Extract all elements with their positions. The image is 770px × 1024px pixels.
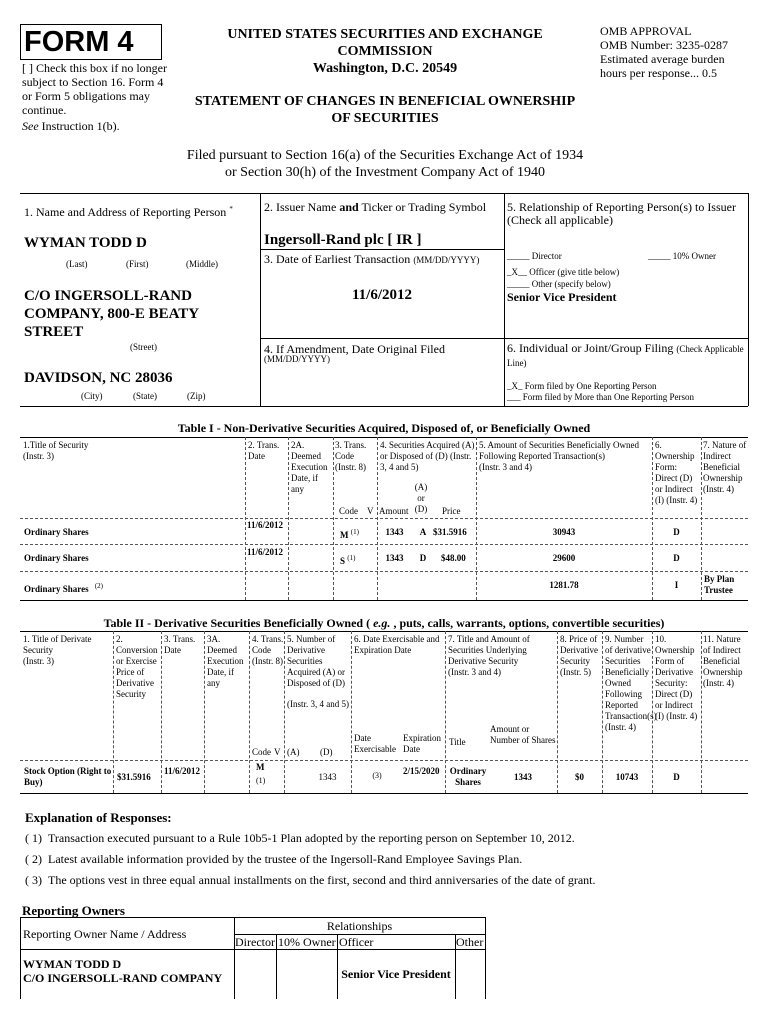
- t2-head-instr: (Instr. 3, 4 and 5): [287, 699, 349, 709]
- t1-r1-code-footnote: (1): [350, 528, 359, 536]
- filed-line2: or Section 30(h) of the Investment Company Act of 1940: [225, 165, 545, 180]
- t2-col-rule-5: [284, 631, 285, 793]
- table1-header-rule: [20, 518, 748, 519]
- box6-label: [507, 341, 747, 369]
- explanation-item-3: [25, 873, 596, 887]
- box2-label: [264, 200, 504, 214]
- agency-line1: UNITED STATES SECURITIES AND EXCHANGE: [227, 27, 543, 42]
- t1-r1-price: $31.5916: [433, 527, 467, 537]
- t1-r3-footnote: (2): [94, 582, 104, 590]
- t1-r2-owned: 29600: [552, 553, 576, 563]
- boxes-bottom-rule: [20, 406, 748, 407]
- filing-option-group[interactable]: ___ Form filed by More than One Reporting Person: [507, 392, 694, 402]
- t1-r1-amount: 1343: [385, 527, 404, 537]
- t2-sub-a: (A): [287, 747, 300, 757]
- label-middle: (Middle): [186, 259, 218, 269]
- reporting-person-name: WYMAN TODD D: [24, 235, 147, 251]
- t2-head-form: 10. Ownership Form of Derivative Security: Direct (D) or Indirect (I) (Instr. 4): [655, 634, 698, 721]
- omb-line4: hours per response... 0.5: [600, 66, 717, 80]
- box2-label-and: and: [339, 200, 359, 214]
- owner-officer-title: Senior Vice President: [341, 967, 451, 981]
- t1-r1-code-value: M: [340, 530, 349, 540]
- t2-col-rule-2: [161, 631, 162, 793]
- t2-head-deemed: 3A. Deemed Execution Date, if any: [207, 634, 244, 688]
- owner-name: WYMAN TODD D: [23, 957, 122, 971]
- statement-line2: OF SECURITIES: [331, 111, 439, 126]
- agency-line3: Washington, D.C. 20549: [312, 61, 458, 76]
- owners-col-ten-pct: 10% Owner: [278, 935, 336, 949]
- box4-label-small: (MM/DD/YYYY): [264, 354, 330, 364]
- t1-r2-price: $48.00: [441, 553, 466, 563]
- box1-label-mark: *: [229, 205, 233, 213]
- box2-bottom-rule: [260, 249, 504, 250]
- t1-sub-code: Code: [339, 506, 358, 516]
- t1-col-rule-7: [701, 437, 702, 600]
- omb-approval: [600, 24, 765, 80]
- t1-r1-aord: A: [419, 527, 427, 537]
- t2-head-exercisable: 6. Date Exercisable and Expiration Date: [354, 634, 440, 655]
- table2-bottom-rule: [20, 793, 748, 794]
- owners-col-name: Reporting Owner Name / Address: [23, 927, 187, 941]
- box1-label: [24, 202, 259, 219]
- owners-right-edge: [485, 917, 486, 999]
- t1-sub-aord: (A) or (D): [414, 482, 428, 514]
- t2-r1-title: Stock Option (Right to Buy): [24, 766, 112, 787]
- explanation-item-2: [25, 852, 522, 866]
- t1-r3-nature: By Plan Trustee: [704, 574, 735, 595]
- table1-top-rule: [20, 437, 748, 438]
- t2-sub-code: Code: [252, 747, 271, 757]
- label-state: (State): [133, 391, 157, 401]
- t1-col-rule-5: [476, 437, 477, 600]
- omb-line1: OMB APPROVAL: [600, 24, 692, 38]
- statement-title: [160, 93, 610, 127]
- table2-title-em: e.g.: [373, 616, 391, 630]
- omb-line3: Estimated average burden: [600, 52, 725, 66]
- reporting-person-street: C/O INGERSOLL-RAND COMPANY, 800-E BEATY STREET: [24, 288, 199, 340]
- table1-row1-rule: [20, 544, 748, 545]
- box2-label-post: Ticker or Trading Symbol: [358, 200, 487, 214]
- box5-label: 5. Relationship of Reporting Person(s) to Issuer: [507, 200, 736, 214]
- t1-r3-title: [24, 581, 103, 595]
- form-title-box: [20, 24, 162, 60]
- t2-r1-underlying-title: Ordinary Shares: [449, 766, 487, 787]
- filed-line1: Filed pursuant to Section 16(a) of the Securities Exchange Act of 1934: [186, 148, 584, 163]
- t1-sub-v: V: [367, 506, 374, 516]
- t1-head-title: 1.Title of Security (Instr. 3): [23, 440, 89, 461]
- box4-label: 4. If Amendment, Date Original Filed: [264, 342, 445, 356]
- box5-sub: (Check all applicable): [507, 213, 613, 227]
- see-instruction: [22, 119, 174, 133]
- t1-r1-title: Ordinary Shares: [24, 527, 89, 537]
- earliest-transaction-date: 11/6/2012: [351, 287, 412, 303]
- t1-head-deemed: 2A. Deemed Execution Date, if any: [291, 440, 328, 494]
- t1-head-securities: 4. Securities Acquired (A) or Disposed of (D) (Instr. 3, 4 and 5): [380, 440, 475, 472]
- box6-label-small: (Check Applicable Line): [507, 344, 744, 368]
- t2-col-rule-6: [351, 631, 352, 793]
- t1-r3-form: I: [674, 580, 679, 590]
- reporting-person-city: DAVIDSON, NC 28036: [24, 370, 173, 386]
- t2-col-rule-4: [249, 631, 250, 793]
- label-street: (Street): [130, 342, 157, 352]
- t1-col-rule-3: [333, 437, 334, 600]
- t2-r1-owned: 10743: [615, 772, 639, 782]
- t2-head-underlying: 7. Title and Amount of Securities Underlying Derivative Security (Instr. 3 and 4): [448, 634, 530, 677]
- owners-col-rule-2: [276, 934, 277, 999]
- t2-r1-date: 11/6/2012: [164, 766, 201, 776]
- boxes-divider-2: [504, 193, 505, 406]
- t1-r3-title-text: Ordinary Shares: [24, 584, 89, 594]
- agency-heading: [175, 26, 595, 77]
- table2-title-pre: Table II - Derivative Securities Beneficially Owned (: [103, 616, 374, 630]
- t2-r1-price: $31.5916: [117, 772, 151, 782]
- t1-r1-date: 11/6/2012: [247, 520, 284, 530]
- t2-sub-v: V: [274, 747, 281, 757]
- explanation-num-2: ( 2): [25, 852, 42, 866]
- see-instruction-em: See: [22, 119, 39, 133]
- checkbox-note[interactable]: [ ] Check this box if no longer subject to Section 16. Form 4 or Form 5 obligations may continue.: [22, 61, 167, 117]
- agency-line2: COMMISSION: [337, 44, 433, 59]
- t2-r1-exercisable: (3): [372, 771, 382, 780]
- t1-r3-owned: 1281.78: [549, 580, 579, 590]
- t1-r2-code: [340, 553, 355, 567]
- box6-label-text: 6. Individual or Joint/Group Filing: [507, 341, 674, 355]
- t2-head-price: 8. Price of Derivative Security (Instr. 5): [560, 634, 598, 677]
- filing-option-one[interactable]: _X_ Form filed by One Reporting Person: [507, 381, 657, 391]
- t2-r1-form: D: [673, 772, 680, 782]
- owner-address: C/O INGERSOLL-RAND COMPANY: [23, 971, 223, 985]
- t1-r2-code-value: S: [340, 556, 346, 566]
- issuer-name: Ingersoll-Rand plc [ IR ]: [264, 232, 422, 248]
- t2-r1-disposed: 1343: [318, 772, 337, 782]
- explanation-heading: Explanation of Responses:: [25, 810, 172, 825]
- t2-sub-amount: Amount or Number of Shares: [490, 724, 556, 745]
- boxes-right-edge: [748, 193, 749, 406]
- t2-head-nature: 11. Nature of Indirect Beneficial Ownership (Instr. 4): [703, 634, 743, 688]
- box3-label-small: (MM/DD/YYYY): [413, 255, 480, 265]
- owners-top-rule: [20, 917, 485, 918]
- table1-bottom-rule: [20, 600, 748, 601]
- t1-head-owned: 5. Amount of Securities Beneficially Owned Following Reported Transaction(s) (Instr. 3 and 4): [479, 440, 639, 472]
- t2-r1-expiration: 2/15/2020: [403, 766, 440, 776]
- officer-title: Senior Vice President: [507, 290, 617, 304]
- table1-title: Table I - Non-Derivative Securities Acquired, Disposed of, or Beneficially Owned: [177, 421, 591, 435]
- explanation-text-1: Transaction executed pursuant to a Rule 10b5-1 Plan adopted by the reporting person on September 10, 2012.: [48, 831, 575, 845]
- t2-r1-code-footnote: (1): [256, 776, 266, 785]
- relationship-other[interactable]: _____ Other (specify below): [507, 279, 611, 289]
- label-zip: (Zip): [187, 391, 206, 401]
- t1-r2-title: Ordinary Shares: [24, 553, 89, 563]
- see-instruction-rest: Instruction 1(b).: [38, 119, 120, 133]
- t2-head-number: 5. Number of Derivative Securities Acquired (A) or Disposed of (D): [287, 634, 345, 688]
- t2-head-conversion: 2. Conversion or Exercise Price of Derivative Security: [116, 634, 158, 699]
- t2-col-rule-3: [204, 631, 205, 793]
- owners-col-other: Other: [456, 935, 484, 949]
- owners-col-officer: Officer: [339, 935, 374, 949]
- owners-relationships: Relationships: [326, 919, 393, 933]
- explanation-text-2: Latest available information provided by the trustee of the Ingersoll-Rand Employee Savings Plan.: [48, 852, 523, 866]
- t2-head-owned: 9. Number of derivative Securities Beneficially Owned Following Reported Transaction(s) (Instr. 4): [605, 634, 657, 732]
- boxes-top-rule: [20, 193, 748, 194]
- owners-left-edge: [20, 917, 21, 999]
- t2-sub-title: Title: [449, 737, 466, 747]
- t1-r2-aord: D: [419, 553, 427, 563]
- table1-row2-rule: [20, 571, 748, 572]
- t1-sub-price: Price: [442, 506, 461, 516]
- explanation-item-1: [25, 831, 575, 845]
- explanation-num-3: ( 3): [25, 873, 42, 887]
- t1-head-code: 3. Trans. Code (Instr. 8): [335, 440, 367, 472]
- owners-col-director: Director: [235, 935, 275, 949]
- t2-sub-d: (D): [320, 747, 333, 757]
- t1-r1-form: D: [673, 527, 680, 537]
- form-title: FORM 4: [24, 26, 134, 58]
- statement-line1: STATEMENT OF CHANGES IN BENEFICIAL OWNERSHIP: [194, 94, 576, 109]
- t2-r1-underlying-amount: 1343: [514, 772, 532, 782]
- t2-sub-expiration: Expiration Date: [403, 733, 441, 754]
- box3-label-text: 3. Date of Earliest Transaction: [264, 252, 411, 266]
- t1-r1-owned: 30943: [552, 527, 576, 537]
- box3-label: [264, 252, 504, 266]
- t1-col-rule-4: [377, 437, 378, 600]
- owners-heading: Reporting Owners: [22, 903, 125, 918]
- label-first: (First): [126, 259, 149, 269]
- t2-col-rule-9: [602, 631, 603, 793]
- table2-title-post: , puts, calls, warrants, options, convertible securities): [390, 616, 665, 630]
- t1-head-date: 2. Trans. Date: [248, 440, 280, 461]
- t2-r1-derivative-price: $0: [575, 772, 584, 782]
- t1-head-form: 6. Ownership Form: Direct (D) or Indirect (I) (Instr. 4): [655, 440, 698, 505]
- table2-top-rule: [20, 631, 748, 632]
- t1-r2-form: D: [673, 553, 680, 563]
- t1-col-rule-2: [288, 437, 289, 600]
- box1-label-text: 1. Name and Address of Reporting Person: [24, 205, 227, 219]
- t1-r2-code-footnote: (1): [347, 554, 356, 562]
- t2-col-rule-7: [445, 631, 446, 793]
- t1-col-rule-6: [652, 437, 653, 600]
- relationship-officer[interactable]: _X__ Officer (give title below): [507, 267, 620, 277]
- t2-head-date: 3. Trans. Date: [164, 634, 196, 655]
- label-last: (Last): [66, 259, 88, 269]
- t2-col-rule-11: [701, 631, 702, 793]
- t1-r2-amount: 1343: [385, 553, 404, 563]
- relationship-ten-pct-owner[interactable]: _____ 10% Owner: [648, 251, 716, 261]
- t2-col-rule-8: [557, 631, 558, 793]
- explanation-num-1: ( 1): [25, 831, 42, 845]
- table2-header-rule: [20, 760, 748, 761]
- table2-title: [20, 616, 748, 630]
- t2-head-code: 4. Trans. Code (Instr. 8): [252, 634, 284, 666]
- t2-r1-code: M: [256, 762, 265, 772]
- t2-sub-date-exercisable: Date Exercisable: [354, 733, 396, 754]
- t1-col-rule-1: [245, 437, 246, 600]
- t1-r1-code: [340, 527, 359, 541]
- box2-label-pre: 2. Issuer Name: [264, 200, 340, 214]
- t1-r2-date: 11/6/2012: [247, 547, 284, 557]
- filed-pursuant: [100, 147, 670, 181]
- t1-head-nature: 7. Nature of Indirect Beneficial Ownership (Instr. 4): [703, 440, 747, 494]
- box34-rule: [260, 338, 748, 339]
- omb-line2: OMB Number: 3235-0287: [600, 38, 728, 52]
- owners-header-rule: [20, 949, 485, 950]
- t2-head-title: 1. Title of Derivate Security (Instr. 3): [23, 634, 92, 666]
- relationship-director[interactable]: _____ Director: [507, 251, 562, 261]
- label-city: (City): [81, 391, 103, 401]
- t1-sub-amount: Amount: [379, 506, 409, 516]
- explanation-text-3: The options vest in three equal annual installments on the first, second and third anniversaries of the date of grant.: [48, 873, 596, 887]
